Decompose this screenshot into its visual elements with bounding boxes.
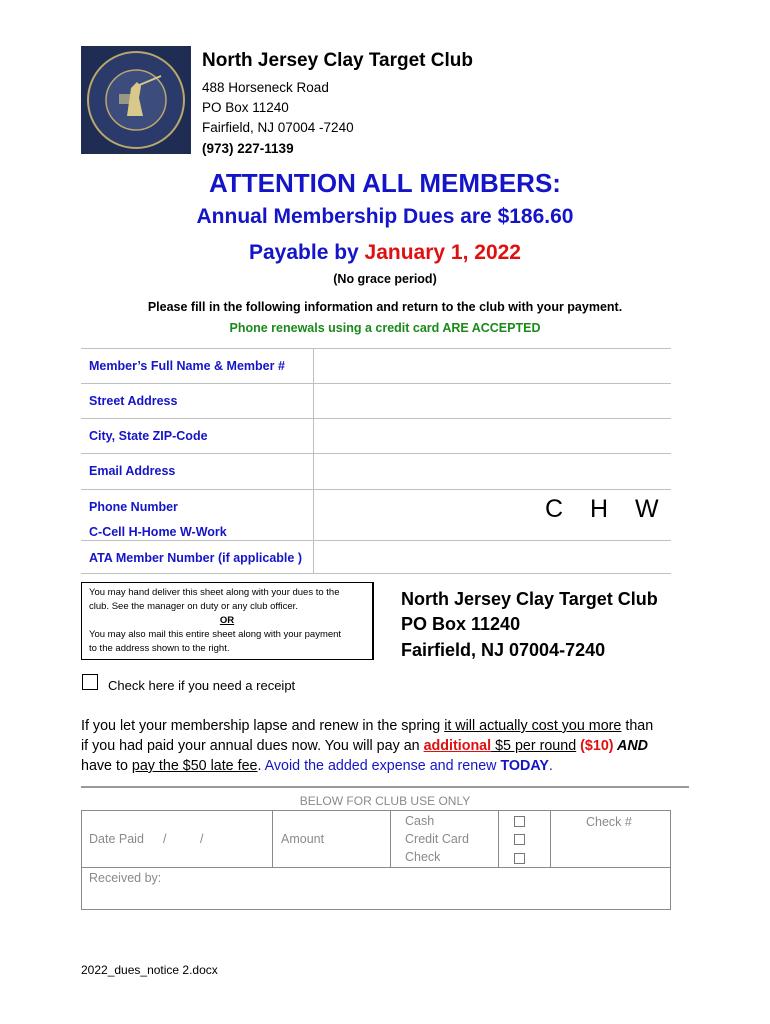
club-phone: (973) 227-1139 [202, 141, 294, 156]
label-phone: Phone Number [89, 500, 178, 514]
label-full-name: Member’s Full Name & Member # [89, 359, 285, 373]
cash-checkbox[interactable] [514, 816, 525, 827]
mailing-address-city: Fairfield, NJ 07004-7240 [401, 640, 606, 660]
form-row-divider [81, 418, 671, 419]
mailing-address-name: North Jersey Clay Target Club [401, 589, 658, 609]
lapse-line-3 [81, 758, 553, 774]
lapse-ten-dollars: ($10) [580, 738, 614, 754]
club-seal [81, 46, 191, 154]
club-use-col-divider [498, 810, 499, 867]
form-row-divider [81, 573, 671, 574]
street-address-field[interactable] [316, 385, 668, 416]
lapse-additional: additional [423, 738, 492, 754]
form-column-divider [313, 348, 314, 573]
lapse-text: than [621, 718, 654, 734]
credit-card-checkbox[interactable] [514, 834, 525, 845]
payable-by [0, 241, 770, 265]
delivery-text-1: You may hand deliver this sheet along with your dues to the [89, 587, 340, 598]
lapse-and: AND [613, 738, 648, 754]
lapse-per-round: $5 per round [491, 738, 577, 754]
club-use-col-divider [550, 810, 551, 867]
footer-filename: 2022_dues_notice 2.docx [81, 963, 218, 977]
delivery-text-3: You may also mail this entire sheet along with your payment [89, 629, 342, 640]
dues-amount: Annual Membership Dues are $186.60 [196, 205, 574, 228]
lapse-late-fee: pay the $50 late fee [131, 758, 258, 774]
club-use-rule [81, 786, 689, 788]
lapse-text: have to [81, 758, 132, 774]
lapse-line-1 [81, 718, 653, 734]
club-name: North Jersey Clay Target Club [202, 50, 474, 71]
date-slash: / [163, 832, 167, 846]
payable-date: January 1, 2022 [364, 241, 521, 264]
amount-label: Amount [281, 832, 325, 846]
address-street: 488 Horseneck Road [202, 80, 329, 95]
label-street-address: Street Address [89, 394, 178, 408]
lapse-today: TODAY [500, 758, 549, 774]
label-phone-types: C-Cell H-Home W-Work [89, 525, 227, 539]
lapse-line-2 [81, 738, 648, 754]
receipt-checkbox[interactable] [82, 674, 98, 690]
label-city-state-zip: City, State ZIP-Code [89, 429, 208, 443]
form-row-divider [81, 540, 671, 541]
instructions: Please fill in the following information and return to the club with your payment. [147, 300, 623, 314]
form-row-divider [81, 453, 671, 454]
attention-heading: ATTENTION ALL MEMBERS: [209, 168, 561, 198]
form-row-divider [81, 348, 671, 349]
lapse-text: if you had paid your annual dues now. You will pay an [81, 738, 424, 754]
check-checkbox[interactable] [514, 853, 525, 864]
phone-type-options[interactable]: C H W [545, 495, 669, 523]
address-po-box: PO Box 11240 [202, 100, 289, 115]
club-use-col-divider [272, 810, 273, 867]
received-by-label: Received by: [89, 871, 162, 885]
check-label: Check [405, 850, 441, 864]
club-use-col-divider [390, 810, 391, 867]
form-row-divider [81, 383, 671, 384]
receipt-label: Check here if you need a receipt [108, 678, 296, 693]
address-city: Fairfield, NJ 07004 -7240 [202, 120, 354, 135]
credit-card-label: Credit Card [405, 832, 469, 846]
cash-label: Cash [405, 814, 435, 828]
mailing-address-po: PO Box 11240 [401, 614, 521, 634]
label-ata-number: ATA Member Number (if applicable ) [89, 551, 302, 565]
lapse-cost-more: it will actually cost you more [444, 718, 622, 734]
lapse-text: If you let your membership lapse and renew in the spring [81, 718, 445, 734]
lapse-period: . [548, 758, 553, 774]
club-use-box [81, 810, 671, 910]
city-state-zip-field[interactable] [316, 420, 668, 451]
check-number-label: Check # [586, 815, 632, 829]
date-slash: / [200, 832, 204, 846]
club-logo [81, 46, 191, 154]
payable-prefix: Payable by [248, 241, 365, 264]
club-use-divider [81, 867, 671, 868]
delivery-text-4: to the address shown to the right. [89, 643, 230, 654]
full-name-field[interactable] [316, 350, 668, 381]
grace-period-note: (No grace period) [333, 272, 437, 286]
label-email: Email Address [89, 464, 176, 478]
delivery-or: OR [219, 615, 235, 626]
email-field[interactable] [316, 455, 668, 487]
date-paid-label: Date Paid [89, 832, 144, 846]
phone-field[interactable] [316, 491, 538, 538]
form-row-divider [81, 489, 671, 490]
ata-number-field[interactable] [316, 542, 668, 571]
lapse-avoid: Avoid the added expense and renew [264, 758, 501, 774]
lapse-text: . [257, 758, 265, 774]
delivery-text-2: club. See the manager on duty or any club officer. [89, 601, 298, 612]
club-use-heading: BELOW FOR CLUB USE ONLY [299, 794, 471, 808]
phone-renewals-note: Phone renewals using a credit card ARE ACCEPTED [229, 321, 541, 335]
